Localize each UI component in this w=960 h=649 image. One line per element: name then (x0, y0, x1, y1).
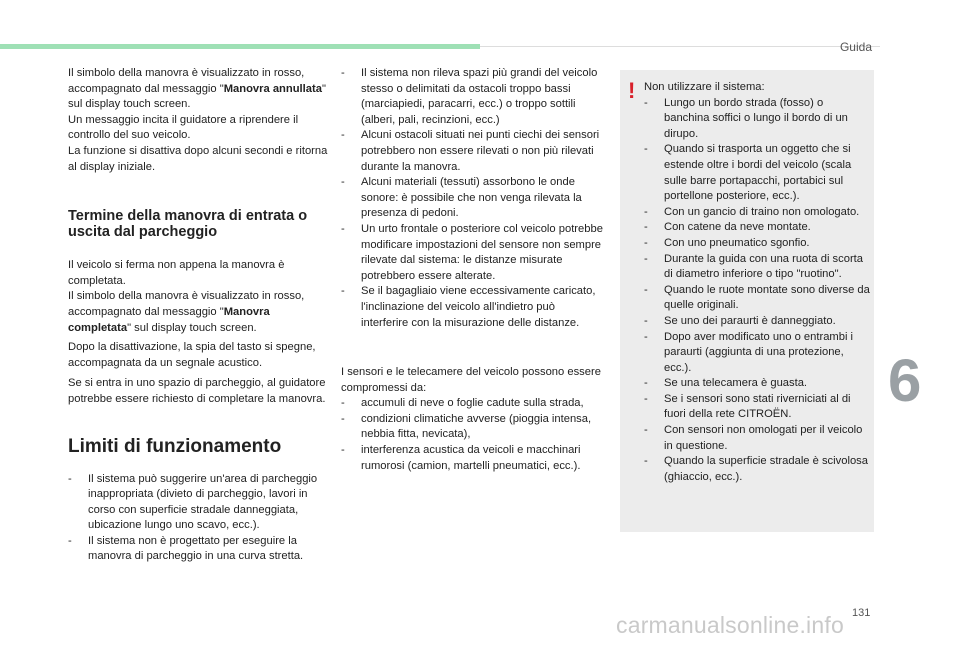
exclamation-icon: ! (628, 78, 636, 103)
list-item: - Quando la superficie stradale è scivolosa (ghiaccio, ecc.). (644, 455, 868, 483)
list-item: - Alcuni ostacoli situati nei punti ciechi dei sensori potrebbero non essere rilevati o non più rilevati durante la manovra. (341, 129, 600, 173)
paragraph-end-1: Il veicolo si ferma non appena la manovra è completata. (68, 259, 285, 287)
list-item: - Se una telecamera è guasta. (644, 377, 808, 390)
limits-list-right (341, 66, 603, 331)
warning-list (644, 96, 870, 486)
list-item: - Se il bagagliaio viene eccessivamente caricato, l'inclinazione del veicolo all'indietro può interferire con la misurazione delle distanze. (341, 285, 596, 329)
list-item: - accumuli di neve o foglie cadute sulla strada, (341, 397, 584, 410)
list-item: - Se i sensori sono stati riverniciati al di fuori della rete CITROËN. (644, 392, 851, 421)
limits-list-left (68, 472, 330, 566)
paragraph-end-3: Dopo la disattivazione, la spia del tasto si spegne, accompagnata da un segnale acustico. (68, 341, 316, 369)
list-item: - Con uno pneumatico sgonfio. (644, 236, 810, 249)
paragraph-intro-1: Il simbolo della manovra è visualizzato in rosso, accompagnato dal messaggio "Manovra annullata" sul display touch screen. (68, 67, 326, 111)
paragraph-end-4: Se si entra in uno spazio di parcheggio, al guidatore potrebbe essere richiesto di completare la manovra. (68, 377, 326, 405)
list-item: - Durante la guida con una ruota di scorta di diametro inferiore o tipo "ruotino". (644, 252, 864, 281)
list-item: - Un urto frontale o posteriore col veicolo potrebbe modificare impostazioni del sensore non sempre rilevate dal sistema: le distanze misurate potrebbero essere alterate. (341, 222, 603, 282)
paragraph-end-2: Il simbolo della manovra è visualizzato in rosso, accompagnato dal messaggio "Manovra completata" sul display touch screen. (68, 290, 305, 334)
list-item: - Con sensori non omologati per il veicolo in questione. (644, 424, 863, 452)
warning-content (644, 80, 870, 485)
header-rule (480, 46, 880, 47)
watermark: carmanualsonline.info (616, 612, 844, 638)
sensors-list (341, 396, 603, 474)
list-item: - Il sistema non rileva spazi più grandi del veicolo stesso o delimitati da ostacoli troppo bassi (marciapiedi, paracarri, ecc.) o troppo sottili (alberi, pali, recinzioni, ecc.) (341, 67, 598, 126)
list-item: - Lungo un bordo strada (fosso) o banchina soffici o lungo il bordo di un dirupo. (644, 96, 848, 140)
list-item: - interferenza acustica da veicoli e macchinari rumorosi (camion, martelli pneumatici, ecc.). (341, 444, 581, 472)
list-item: - condizioni climatiche avverse (pioggia intensa, nebbia fitta, nevicata), (341, 412, 592, 441)
section-label: Guida (839, 40, 872, 54)
warning-box (620, 70, 874, 532)
column-middle (341, 66, 603, 474)
page-number: 131 (852, 607, 871, 619)
list-item: - Dopo aver modificato uno o entrambi i paraurti (aggiunta di una protezione, ecc.). (644, 330, 854, 374)
paragraph-intro-2: Un messaggio incita il guidatore a riprendere il controllo del suo veicolo. (68, 113, 299, 142)
heading-end-maneuver: Termine della manovra di entrata o uscita dal parcheggio (68, 208, 308, 241)
list-item: - Con catene da neve montate. (644, 221, 811, 234)
heading-limits: Limiti di funzionamento (68, 435, 282, 457)
list-item: - Se uno dei paraurti è danneggiato. (644, 314, 836, 327)
list-item: - Quando le ruote montate sono diverse da quelle originali. (644, 283, 870, 312)
list-item: - Con un gancio di traino non omologato. (644, 205, 860, 218)
warning-intro: Non utilizzare il sistema: (644, 81, 765, 93)
chapter-number: 6 (888, 347, 922, 414)
list-item: - Il sistema non è progettato per eseguire la manovra di parcheggio in una curva stretta. (68, 534, 304, 563)
paragraph-intro-3: La funzione si disattiva dopo alcuni secondi e ritorna al display iniziale. (68, 144, 328, 173)
header-accent-bar (0, 44, 480, 49)
paragraph-sensors-intro: I sensori e le telecamere del veicolo possono essere compromessi da: (341, 366, 601, 394)
list-item: - Il sistema può suggerire un'area di parcheggio inappropriata (divieto di parcheggio, lavori in corso con superficie stradale danneggiata, ubicazione lungo uno scavo, ecc.). (68, 472, 318, 532)
list-item: - Alcuni materiali (tessuti) assorbono le onde sonore: è possibile che non venga rilevata la presenza di pedoni. (341, 176, 582, 220)
list-item: - Quando si trasporta un oggetto che si estende oltre i bordi del veicolo (scala sulle barre portapacchi, portabici sul portellone posteriore, ecc.). (644, 143, 852, 203)
column-left (68, 66, 330, 565)
